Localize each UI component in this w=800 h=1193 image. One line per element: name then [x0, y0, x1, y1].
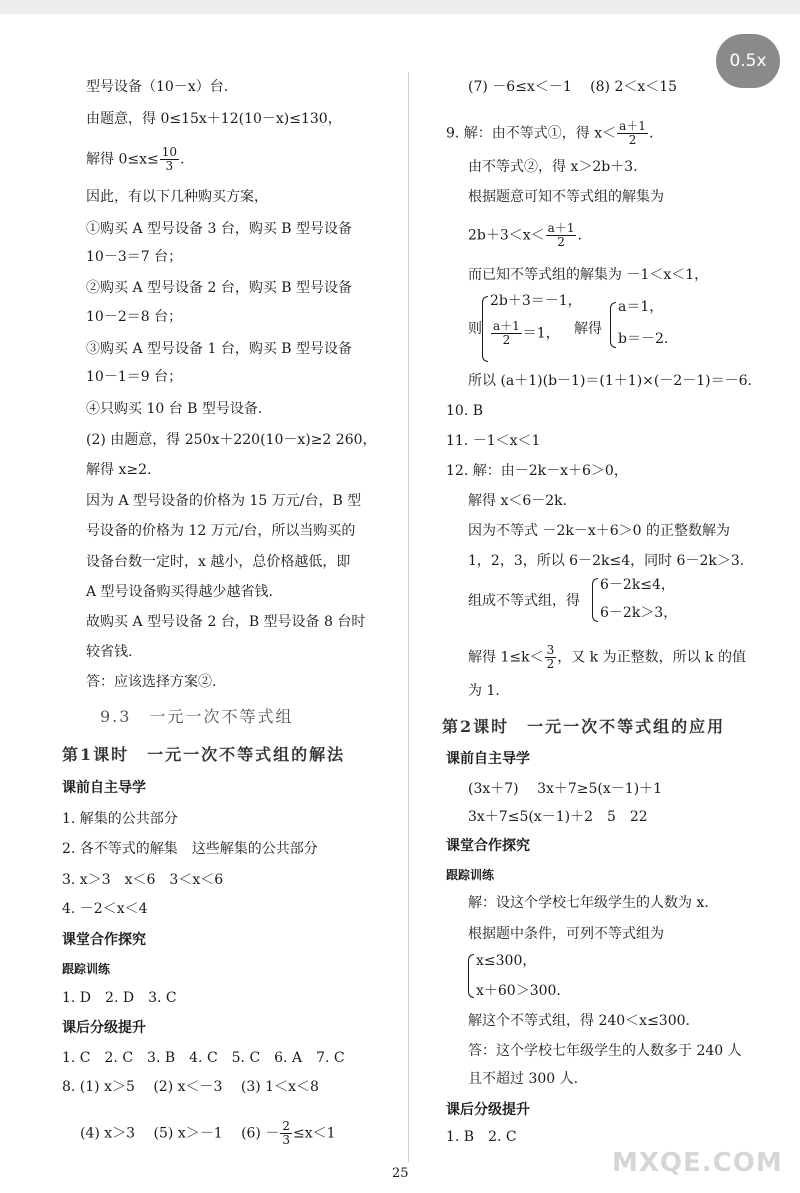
answer-line: 3. x＞3 x＜6 3＜x＜6 — [62, 872, 224, 888]
text-span: 组成不等式组，得 — [468, 593, 580, 609]
answer-line: 1. 解集的公共部分 — [62, 811, 178, 827]
fraction-numerator: a＋1 — [547, 221, 575, 235]
heading-after-class: 课后分级提升 — [446, 1102, 530, 1118]
text-line: 10－2＝8 台； — [86, 309, 183, 325]
answer-line: 10. B — [446, 403, 484, 419]
text-span: 解得 0≤x≤ — [86, 151, 159, 168]
text-line: 因为不等式 －2k－x＋6＞0 的正整数解为 — [468, 523, 731, 539]
text-span: 2b＋3＜x＜ — [468, 227, 545, 244]
fraction-numerator: 10 — [161, 145, 177, 159]
fraction-denominator: 2 — [502, 333, 511, 347]
text-span: ，又 k 为正整数，所以 k 的值 — [557, 649, 746, 666]
fraction — [545, 644, 557, 671]
text-line — [468, 644, 746, 671]
text-line: 且不超过 300 人. — [468, 1071, 579, 1087]
text-line: 为 1. — [468, 683, 500, 699]
text-span: ＝1， — [522, 325, 560, 342]
answer-line — [80, 1120, 336, 1147]
heading-pre-study: 课前自主导学 — [446, 751, 530, 767]
answer-line: 1. D 2. D 3. C — [62, 990, 177, 1006]
text-line: 10－3＝7 台； — [86, 249, 183, 265]
answer-line: 2. 各不等式的解集 这些解集的公共部分 — [62, 841, 318, 857]
answer-line: 3x＋7≤5(x－1)＋2 5 22 — [468, 809, 648, 825]
answer-line: 4. －2＜x＜4 — [62, 901, 148, 917]
system-brace — [592, 578, 598, 622]
answer-line: 8. (1) x＞5 (2) x＜－3 (3) 1＜x＜8 — [62, 1079, 319, 1095]
text-line: 设备台数一定时，x 越小，总价格越低，即 — [86, 554, 351, 570]
equation-line: a＝1， — [618, 299, 664, 315]
top-bar — [0, 0, 800, 14]
text-line: ④只购买 10 台 B 型号设备. — [86, 401, 263, 417]
text-line: 较省钱. — [86, 644, 133, 660]
text-span: 则 — [468, 321, 482, 337]
fraction-numerator: 3 — [546, 643, 555, 657]
fraction-denominator: 2 — [557, 235, 565, 249]
heading-class-study: 课堂合作探究 — [62, 932, 146, 948]
text-span: . — [648, 125, 654, 142]
text-line — [86, 146, 184, 173]
text-line: 解得 x＜6－2k. — [468, 493, 568, 509]
fraction-denominator: 3 — [165, 159, 174, 173]
text-line: 答：应该选择方案②. — [86, 674, 217, 690]
text-line: 因为 A 型号设备的价格为 15 万元/台，B 型 — [86, 493, 362, 509]
section-title: 9.3 一元一次不等式组 — [100, 707, 294, 726]
heading-class-study: 课堂合作探究 — [446, 838, 530, 854]
fraction-numerator: a＋1 — [619, 119, 646, 133]
fraction — [546, 222, 577, 249]
zoom-level-badge[interactable]: 0.5x — [716, 34, 780, 88]
text-line: 而已知不等式组的解集为 －1＜x＜1， — [468, 267, 709, 283]
site-watermark: MXQE.COM — [612, 1148, 783, 1178]
answer-line: 1. C 2. C 3. B 4. C 5. C 6. A 7. C — [62, 1050, 345, 1066]
heading-pre-study: 课前自主导学 — [62, 780, 146, 796]
equation-line: 2b＋3＝－1， — [490, 293, 582, 309]
answer-line: 11. －1＜x＜1 — [446, 433, 541, 449]
text-line: 解这个不等式组，得 240＜x≤300. — [468, 1013, 690, 1029]
text-line: 根据题意可知不等式组的解集为 — [468, 189, 664, 205]
text-line — [468, 222, 582, 249]
fraction-numerator: a＋1 — [493, 319, 520, 333]
text-span: (4) x＞3 (5) x＞－1 (6) － — [80, 1125, 280, 1142]
text-span: 解得 1≤k＜ — [468, 649, 544, 666]
heading-after-class: 课后分级提升 — [62, 1020, 146, 1036]
equation-line: x＋60＞300. — [476, 983, 561, 999]
heading-tracking: 跟踪训练 — [446, 868, 495, 882]
text-span: 9. 解：由不等式①，得 x＜ — [446, 125, 617, 142]
text-line: 根据题中条件，可列不等式组为 — [468, 926, 664, 942]
fraction — [491, 320, 522, 347]
equation-line: x≤300， — [476, 953, 537, 969]
lesson-title: 第1课时 一元一次不等式组的解法 — [62, 745, 346, 764]
text-span: 解得 — [574, 321, 602, 337]
page-number: 25 — [392, 1166, 409, 1181]
text-line: 解得 x≥2. — [86, 462, 152, 478]
text-line: 号设备的价格为 12 万元/台，所以当购买的 — [86, 523, 356, 539]
system-brace — [610, 302, 616, 348]
system-brace — [468, 954, 474, 998]
fraction-denominator: 2 — [628, 133, 637, 147]
equation-line: 6－2k＞3， — [600, 605, 678, 621]
answer-line: 1. B 2. C — [446, 1129, 517, 1145]
text-span: . — [180, 151, 185, 168]
answer-line — [446, 120, 653, 147]
fraction-denominator: 3 — [282, 1133, 290, 1147]
text-line: 解：设这个学校七年级学生的人数为 x. — [468, 895, 709, 911]
text-line: 由不等式②，得 x＞2b＋3. — [468, 159, 638, 175]
equation-line: b＝－2. — [618, 331, 669, 347]
answer-line: 12. 解：由－2k－x＋6＞0， — [446, 463, 628, 479]
lesson-title: 第2课时 一元一次不等式组的应用 — [442, 717, 726, 736]
text-span: . — [577, 227, 582, 244]
text-line: 故购买 A 型号设备 2 台，B 型号设备 8 台时 — [86, 614, 366, 630]
fraction — [617, 120, 648, 147]
text-line: (2) 由题意，得 250x＋220(10－x)≥2 260， — [86, 432, 377, 448]
equation-line — [490, 320, 560, 347]
fraction — [160, 146, 179, 173]
text-line: 1，2，3，所以 6－2k≤4，同时 6－2k＞3. — [468, 553, 745, 569]
system-brace — [482, 296, 488, 362]
fraction — [280, 1120, 292, 1147]
text-line: 所以 (a＋1)(b－1)＝(1＋1)×(－2－1)＝－6. — [468, 373, 752, 389]
text-line: A 型号设备购买得越少越省钱. — [86, 584, 274, 600]
text-line: 由题意，得 0≤15x＋12(10－x)≤130， — [86, 111, 342, 127]
text-line: 答：这个学校七年级学生的人数多于 240 人 — [468, 1043, 742, 1059]
text-span: ≤x＜1 — [293, 1125, 336, 1142]
text-line: 型号设备（10－x）台. — [86, 79, 229, 95]
fraction-denominator: 2 — [546, 657, 555, 671]
fraction-numerator: 2 — [282, 1119, 290, 1133]
text-line: ③购买 A 型号设备 1 台，购买 B 型号设备 — [86, 341, 353, 357]
text-line: 因此，有以下几种购买方案， — [86, 189, 268, 205]
text-line: ②购买 A 型号设备 2 台，购买 B 型号设备 — [86, 280, 353, 296]
equation-line: 6－2k≤4， — [600, 577, 675, 593]
text-line: ①购买 A 型号设备 3 台，购买 B 型号设备 — [86, 221, 353, 237]
text-line: 10－1＝9 台； — [86, 369, 183, 385]
column-divider — [408, 72, 409, 1162]
answer-line: (3x＋7) 3x＋7≥5(x－1)＋1 — [468, 781, 663, 797]
answer-line: (7) －6≤x＜－1 (8) 2＜x＜15 — [468, 79, 678, 95]
heading-tracking: 跟踪训练 — [62, 962, 111, 976]
